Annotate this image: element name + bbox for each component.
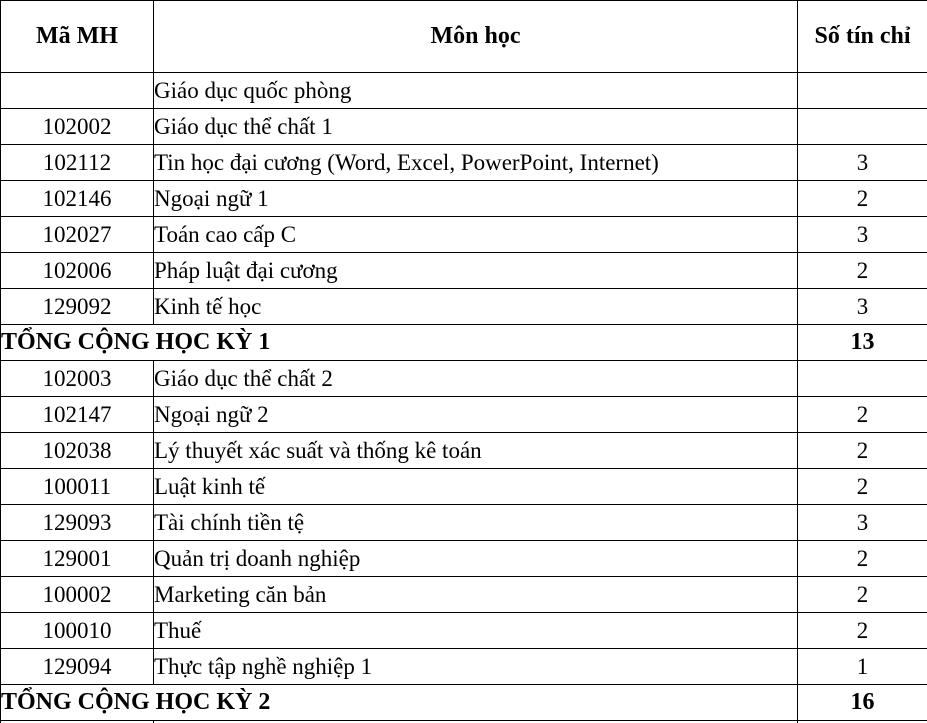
credits-cell	[798, 109, 927, 145]
code-cell: 100011	[1, 469, 154, 505]
table-row	[1, 505, 927, 541]
table-row	[1, 109, 927, 145]
code-cell: 129092	[1, 289, 154, 325]
semester-total-label: TỔNG CỘNG HỌC KỲ 2	[1, 685, 798, 721]
code-cell: 102112	[1, 145, 154, 181]
table-row	[1, 361, 927, 397]
subject-cell: Toán cao cấp C	[154, 217, 798, 253]
table-row	[1, 469, 927, 505]
credits-cell: 3	[798, 505, 927, 541]
credits-cell: 2	[798, 253, 927, 289]
subject-cell: Quản trị doanh nghiệp	[154, 541, 798, 577]
subject-cell: Tin học đại cương (Word, Excel, PowerPoint, Internet)	[154, 145, 798, 181]
subject-cell: Giáo dục quốc phòng	[154, 73, 798, 109]
code-cell: 102003	[1, 361, 154, 397]
header-cell-code: Mã MH	[1, 1, 154, 73]
table-row	[1, 217, 927, 253]
semester-total-credits: 13	[798, 325, 927, 361]
code-cell: 102002	[1, 109, 154, 145]
code-cell: 102027	[1, 217, 154, 253]
table-row	[1, 577, 927, 613]
subject-cell: Luật kinh tế	[154, 469, 798, 505]
semester-total-row	[1, 685, 927, 721]
subject-cell: Pháp luật đại cương	[154, 253, 798, 289]
credits-cell: 1	[798, 649, 927, 685]
table-row	[1, 433, 927, 469]
credits-cell: 3	[798, 145, 927, 181]
credits-cell: 3	[798, 217, 927, 253]
header-cell-subject: Môn học	[154, 1, 798, 73]
subject-cell: Thuế	[154, 613, 798, 649]
semester-total-row	[1, 325, 927, 361]
table-row	[1, 613, 927, 649]
table-row	[1, 397, 927, 433]
subject-cell: Lý thuyết xác suất và thống kê toán	[154, 433, 798, 469]
subject-cell: Thực tập nghề nghiệp 1	[154, 649, 798, 685]
credits-cell: 2	[798, 397, 927, 433]
code-cell: 102038	[1, 433, 154, 469]
code-cell: 129094	[1, 649, 154, 685]
header-row	[1, 1, 927, 73]
table-row	[1, 541, 927, 577]
code-cell: 102147	[1, 397, 154, 433]
credits-cell: 3	[798, 289, 927, 325]
subject-cell: Marketing căn bản	[154, 577, 798, 613]
code-cell: 100010	[1, 613, 154, 649]
code-cell: 102146	[1, 181, 154, 217]
credits-cell: 2	[798, 469, 927, 505]
credits-cell: 2	[798, 433, 927, 469]
table-row	[1, 145, 927, 181]
header-cell-credits: Số tín chỉ	[798, 1, 927, 73]
credits-cell: 2	[798, 613, 927, 649]
semester-total-label: TỔNG CỘNG HỌC KỲ 1	[1, 325, 798, 361]
subject-cell: Giáo dục thể chất 2	[154, 361, 798, 397]
table-row	[1, 649, 927, 685]
credits-cell: 2	[798, 577, 927, 613]
table-row	[1, 73, 927, 109]
table-row	[1, 289, 927, 325]
credits-cell	[798, 73, 927, 109]
code-cell: 102006	[1, 253, 154, 289]
subject-cell: Giáo dục thể chất 1	[154, 109, 798, 145]
subject-cell: Kinh tế học	[154, 289, 798, 325]
subject-cell: Ngoại ngữ 1	[154, 181, 798, 217]
code-cell	[1, 73, 154, 109]
table-row	[1, 253, 927, 289]
table-row	[1, 181, 927, 217]
subject-cell: Ngoại ngữ 2	[154, 397, 798, 433]
credits-cell: 2	[798, 181, 927, 217]
code-cell: 100002	[1, 577, 154, 613]
subject-cell: Tài chính tiền tệ	[154, 505, 798, 541]
semester-total-credits: 16	[798, 685, 927, 721]
credits-cell	[798, 361, 927, 397]
credits-cell: 2	[798, 541, 927, 577]
code-cell: 129001	[1, 541, 154, 577]
code-cell: 129093	[1, 505, 154, 541]
